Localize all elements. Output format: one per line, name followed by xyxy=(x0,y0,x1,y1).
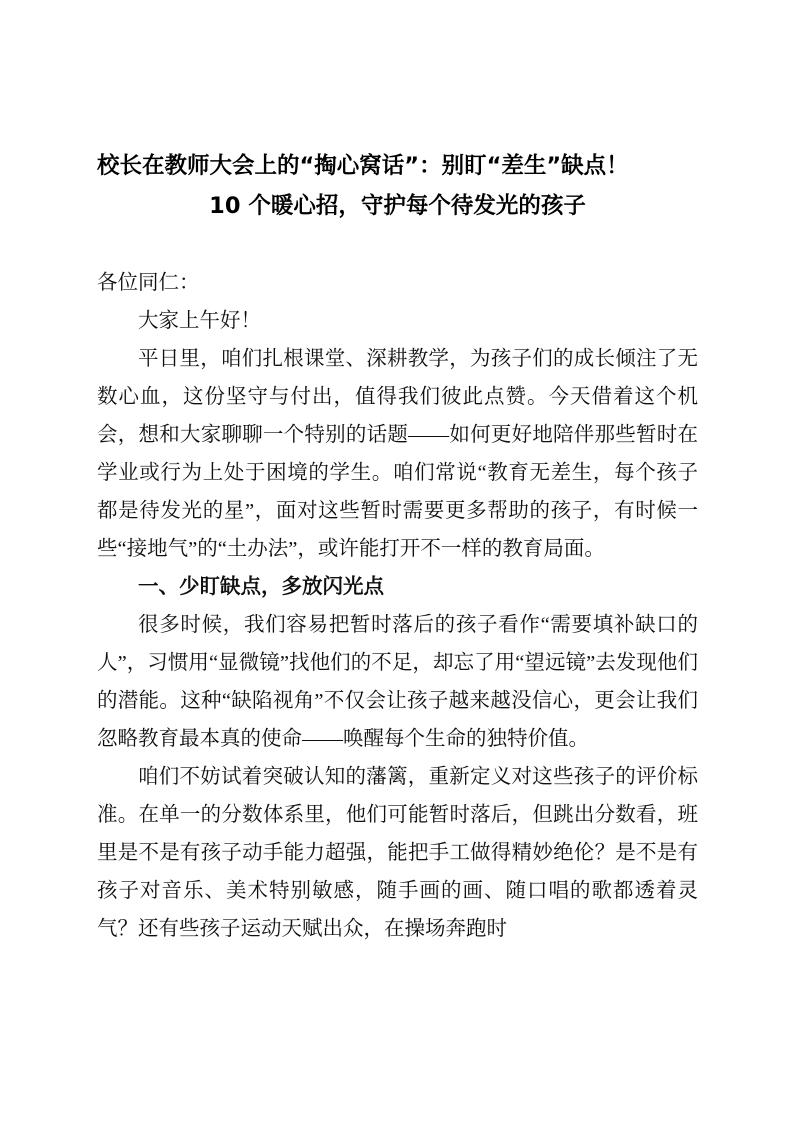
body-paragraph: 咱们不妨试着突破认知的藩篱，重新定义对这些孩子的评价标准。在单一的分数体系里，他们可能暂时落后，但跳出分数看，班里是不是有孩子动手能力超强，能把手工做得精妙绝伦？是不是有孩子对音乐、美术特别敏感，随手画的画、随口唱的歌都透着灵气？还有些孩子运动天赋出众，在操场奔跑时 xyxy=(97,766,698,940)
body-paragraph: 大家上午好！ xyxy=(138,310,261,332)
body-paragraph: 很多时候，我们容易把暂时落后的孩子看作“需要填补缺口的人”，习惯用“显微镜”找他们的不足，却忘了用“望远镜”去发现他们的潜能。这种“缺陷视角”不仅会让孩子越来越没信心，更会让我们忽略教育最本真的使命——唤醒每个生命的独特价值。 xyxy=(97,614,698,750)
body-paragraph: 平日里，咱们扎根课堂、深耕教学，为孩子们的成长倾注了无数心血，这份坚守与付出，值得我们彼此点赞。今天借着这个机会，想和大家聊聊一个特别的话题——如何更好地陪伴那些暂时在学业或行为上处于困境的学生。咱们常说“教育无差生，每个孩子都是待发光的星”，面对这些暂时需要更多帮助的孩子，有时候一些“接地气”的“土办法”，或许能打开不一样的教育局面。 xyxy=(97,348,698,560)
document-title-line-2: 10 个暖心招，守护每个待发光的孩子 xyxy=(209,193,586,219)
document-title xyxy=(97,146,698,226)
salutation: 各位同仁： xyxy=(97,272,200,294)
document-content xyxy=(97,146,698,948)
section-heading: 一、少盯缺点，多放闪光点 xyxy=(138,576,384,598)
document-body xyxy=(97,264,698,948)
body-blocks xyxy=(97,302,698,948)
document-title-line-1: 校长在教师大会上的“掏心窝话”：别盯“差生”缺点！ xyxy=(97,153,629,179)
